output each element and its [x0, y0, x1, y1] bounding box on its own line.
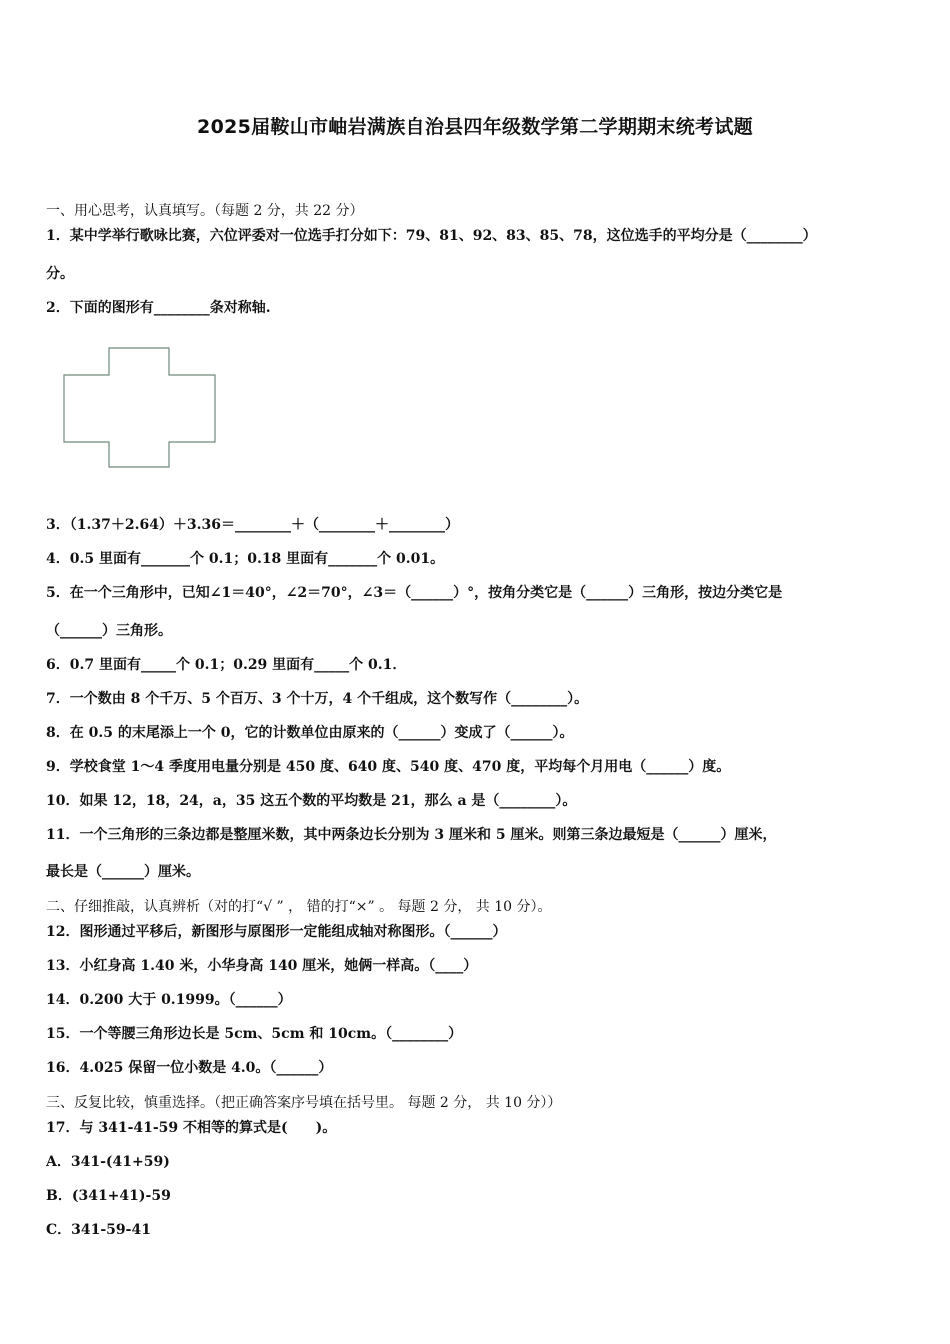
question-9: 9．学校食堂 1～4 季度用电量分别是 450 度、640 度、540 度、470 度，平均每个月用电（______）度。	[46, 759, 731, 775]
question-8: 8．在 0.5 的末尾添上一个 0，它的计数单位由原来的（______）变成了（______）。	[46, 725, 574, 741]
cross-shape-figure	[62, 346, 218, 470]
question-5-cont: （______）三角形。	[46, 623, 172, 639]
section-1-heading: 一、用心思考，认真填写。（每题 2 分，共 22 分）	[46, 203, 364, 219]
question-5: 5．在一个三角形中，已知∠1＝40°，∠2＝70°，∠3＝（______）°，按角分类它是（______）三角形，按边分类它是	[46, 585, 783, 601]
question-11-cont: 最长是（______）厘米。	[46, 864, 200, 880]
page-title: 2025届鞍山市岫岩满族自治县四年级数学第二学期期末统考试题	[197, 116, 753, 138]
question-3: 3．（1.37＋2.64）＋3.36＝________＋（________＋________）	[46, 517, 460, 533]
cross-shape-outline	[64, 348, 215, 467]
question-10: 10．如果 12，18，24，a，35 这五个数的平均数是 21，那么 a 是（________）。	[46, 793, 577, 809]
question-14: 14．0.200 大于 0.1999。（______）	[46, 992, 292, 1008]
question-16: 16．4.025 保留一位小数是 4.0。（______）	[46, 1060, 333, 1076]
question-1-cont: 分。	[46, 266, 74, 282]
option-a: A．341-(41+59)	[46, 1154, 170, 1170]
question-7: 7．一个数由 8 个千万、5 个百万、3 个十万，4 个千组成，这个数写作（________）。	[46, 691, 589, 707]
question-2: 2．下面的图形有________条对称轴.	[46, 300, 271, 316]
section-2-heading: 二、仔细推敲，认真辨析（对的打“√ ” ， 错的打“×” 。 每题 2 分， 共 10 分）。	[46, 899, 552, 915]
question-17: 17．与 341-41-59 不相等的算式是( )。	[46, 1120, 337, 1136]
section-3-heading: 三、反复比较，慎重选择。（把正确答案序号填在括号里。 每题 2 分， 共 10 分））	[46, 1095, 562, 1111]
question-11: 11．一个三角形的三条边都是整厘米数，其中两条边长分别为 3 厘米和 5 厘米。则第三条边最短是（______）厘米，	[46, 827, 777, 843]
option-b: B．(341+41)-59	[46, 1188, 171, 1204]
question-12: 12．图形通过平移后，新图形与原图形一定能组成轴对称图形。（______）	[46, 924, 507, 940]
question-15: 15．一个等腰三角形边长是 5cm、5cm 和 10cm。（________）	[46, 1026, 463, 1042]
question-6: 6．0.7 里面有_____个 0.1；0.29 里面有_____个 0.1．	[46, 657, 407, 673]
question-4: 4．0.5 里面有_______个 0.1；0.18 里面有_______个 0.01。	[46, 551, 445, 567]
question-13: 13．小红身高 1.40 米，小华身高 140 厘米，她俩一样高。（____）	[46, 958, 478, 974]
option-c: C．341-59-41	[46, 1222, 151, 1238]
question-1: 1．某中学举行歌咏比赛，六位评委对一位选手打分如下：79、81、92、83、85、78，这位选手的平均分是（________）	[46, 228, 817, 244]
